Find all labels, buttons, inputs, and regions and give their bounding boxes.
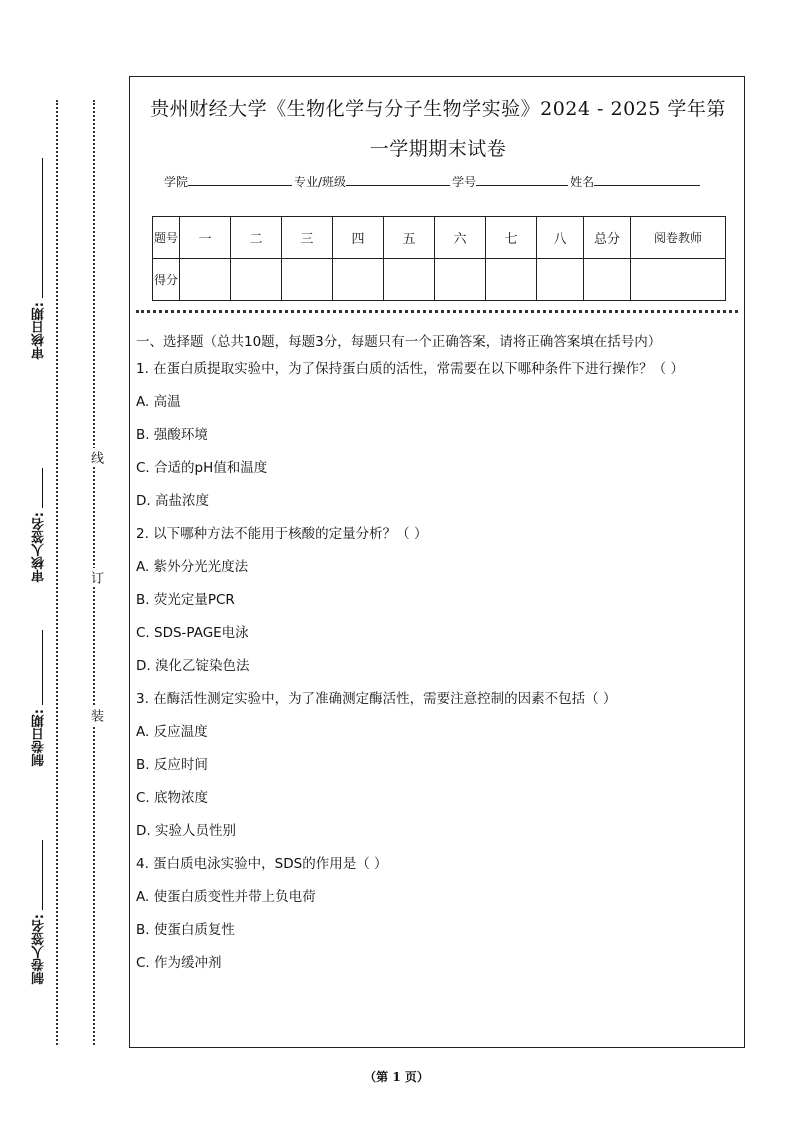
score-cell[interactable] [333,259,384,301]
option: A. 使蛋白质变性并带上负电荷 [136,889,316,905]
score-col-3: 三 [282,217,333,259]
section-title: 一、选择题（总共10题，每题3分，每题只有一个正确答案，请将正确答案填在括号内） [136,334,662,350]
score-cell[interactable] [537,259,584,301]
score-value-row [153,259,726,301]
college-blank[interactable] [188,173,292,186]
score-table [152,216,726,301]
score-cell[interactable] [435,259,486,301]
outer-dotted-line [56,100,58,1045]
option: B. 反应时间 [136,757,208,773]
major-class-label: 专业/班级 [294,175,347,189]
score-cell[interactable] [282,259,333,301]
score-cell[interactable] [180,259,231,301]
student-info-row [164,173,702,190]
option: C. 作为缓冲剂 [136,955,222,971]
option: A. 反应温度 [136,724,208,740]
maker-sign-line [42,840,43,910]
option: B. 荧光定量PCR [136,592,235,608]
option: D. 溴化乙锭染色法 [136,658,250,674]
college-label: 学院 [164,175,189,189]
score-cell[interactable] [486,259,537,301]
question-2: 2. 以下哪种方法不能用于核酸的定量分析？（ ） [136,526,428,542]
score-row-label: 得分 [153,259,180,301]
option: D. 高盐浓度 [136,493,209,509]
score-cell[interactable] [384,259,435,301]
option: C. 合适的pH值和温度 [136,460,268,476]
score-cell[interactable] [231,259,282,301]
grader-label: 阅卷教师 [631,217,726,259]
question-1: 1. 在蛋白质提取实验中，为了保持蛋白质的活性，常需要在以下哪种条件下进行操作？（ ） [136,361,684,377]
reviewer-sign-label: 审核人签名: [32,512,47,583]
question-number-label: 题号 [153,217,180,259]
maker-sign-label: 制卷人签名: [32,914,47,985]
question-4: 4. 蛋白质电泳实验中，SDS的作用是（ ） [136,856,388,872]
score-col-8: 八 [537,217,584,259]
option: D. 实验人员性别 [136,823,236,839]
score-col-5: 五 [384,217,435,259]
cut-bind-mark: 订 [86,568,105,587]
score-header-row [153,217,726,259]
grader-cell[interactable] [631,259,726,301]
score-col-2: 二 [231,217,282,259]
reviewer-sign-line [42,468,43,508]
maker-date-label: 制卷日期: [32,709,47,767]
reviewer-date-label: 审核日期: [32,302,47,360]
score-col-total: 总分 [584,217,631,259]
major-class-blank[interactable] [346,173,450,186]
student-no-label: 学号 [452,175,477,189]
option: B. 使蛋白质复性 [136,922,235,938]
score-col-4: 四 [333,217,384,259]
exam-frame [129,76,745,1048]
name-label: 姓名 [570,175,595,189]
reviewer-date-line [42,158,43,298]
score-col-6: 六 [435,217,486,259]
score-total-cell[interactable] [584,259,631,301]
title-line-2: 一学期期末试卷 [369,138,507,160]
score-col-1: 一 [180,217,231,259]
title-line-1: 贵州财经大学《生物化学与分子生物学实验》2024 - 2025 学年第 [150,98,726,120]
option: B. 强酸环境 [136,427,208,443]
maker-date-line [42,630,43,705]
name-blank[interactable] [594,173,700,186]
cut-line-mark: 线 [86,448,105,467]
option: C. 底物浓度 [136,790,209,806]
question-3: 3. 在酶活性测定实验中，为了准确测定酶活性，需要注意控制的因素不包括（ ） [136,691,617,707]
option: A. 紫外分光光度法 [136,559,249,575]
option: A. 高温 [136,394,181,410]
student-no-blank[interactable] [476,173,568,186]
question-content [136,332,738,986]
score-col-7: 七 [486,217,537,259]
binding-margin [0,0,120,1122]
page-footer: （第 1 页） [364,1070,429,1084]
cut-fold-mark: 装 [86,706,105,725]
dotted-separator [136,310,738,313]
option: C. SDS-PAGE电泳 [136,625,249,641]
exam-title [130,89,746,169]
